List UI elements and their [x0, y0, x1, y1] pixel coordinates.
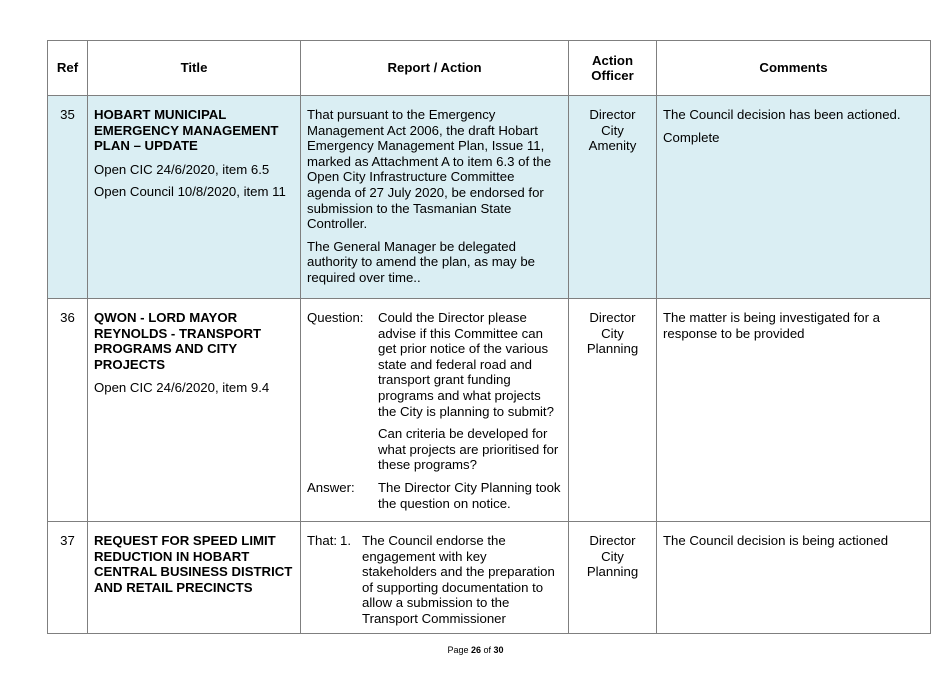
ref-number: 36	[60, 310, 75, 325]
resolution-item	[307, 533, 562, 627]
item-title: QWON - LORD MAYOR REYNOLDS - TRANSPORT PROGRAMS AND CITY PROJECTS	[94, 310, 262, 372]
answer-text: The Director City Planning took the question on notice.	[378, 479, 561, 511]
comment-text: The Council decision is being actioned	[663, 533, 889, 548]
ref-cell	[48, 522, 88, 634]
item-title: REQUEST FOR SPEED LIMIT REDUCTION IN HOBART CENTRAL BUSINESS DISTRICT AND RETAIL PRECINCTS	[94, 533, 293, 595]
action-items-table	[47, 40, 931, 634]
question-block	[307, 310, 562, 419]
comment-text: The Council decision has been actioned.	[663, 107, 901, 122]
report-paragraph: The General Manager be delegated authority to amend the plan, as may be required over time..	[307, 238, 535, 285]
question-label: Question:	[307, 310, 364, 325]
comments-cell	[657, 299, 931, 522]
answer-block	[307, 480, 562, 511]
table-header-row	[48, 41, 931, 96]
ref-number: 37	[60, 533, 75, 548]
comments-cell	[657, 522, 931, 634]
item-reference: Open CIC 24/6/2020, item 6.5	[94, 161, 270, 177]
officer-cell	[569, 299, 657, 522]
resolution-text: The Council endorse the engagement with key stakeholders and the preparation of supporting documentation to allow a submission to the Transport Commissioner	[362, 533, 555, 626]
title-cell	[88, 96, 301, 299]
page-footer	[0, 645, 951, 655]
report-cell	[301, 522, 569, 634]
report-cell	[301, 96, 569, 299]
that-label: That:	[307, 533, 338, 548]
report-paragraph: That pursuant to the Emergency Management Act 2006, the draft Hobart Emergency Management Plan, Issue 11, marked as Attachment A to item 6.3 of the Open City Infrastructure Committee agenda of 27 July 2020, be endorsed for submission to the Tasmanian State Controller.	[307, 107, 552, 232]
item-reference: Open Council 10/8/2020, item 11	[94, 184, 286, 200]
page-prefix: Page	[447, 645, 469, 655]
item-number: 1.	[340, 533, 351, 548]
header-comments: Comments	[657, 41, 931, 96]
officer-cell	[569, 522, 657, 634]
officer-cell	[569, 96, 657, 299]
question-text: Could the Director please advise if this Committee can get prior notice of the various state and federal road and transport grant funding programs and what projects the City is planning to submit?	[378, 310, 554, 419]
action-officer: Director City Amenity	[588, 107, 637, 154]
ref-cell	[48, 299, 88, 522]
header-report: Report / Action	[301, 41, 569, 96]
question-text-continued: Can criteria be developed for what projects are prioritised for these programs?	[378, 426, 559, 473]
action-officer: Director City Planning	[586, 533, 639, 580]
action-officer: Director City Planning	[586, 310, 639, 357]
ref-cell	[48, 96, 88, 299]
ref-number: 35	[60, 107, 75, 122]
item-reference: Open CIC 24/6/2020, item 9.4	[94, 380, 270, 396]
page-of: of	[483, 645, 492, 655]
title-cell	[88, 522, 301, 634]
report-cell	[301, 299, 569, 522]
header-officer: Action Officer	[569, 41, 657, 96]
header-title: Title	[88, 41, 301, 96]
comment-text: The matter is being investigated for a response to be provided	[663, 310, 880, 341]
table-row	[48, 299, 931, 522]
table-row	[48, 96, 931, 299]
answer-label: Answer:	[307, 479, 355, 495]
item-title: HOBART MUNICIPAL EMERGENCY MANAGEMENT PLAN – UPDATE	[94, 107, 279, 154]
header-ref: Ref	[48, 41, 88, 96]
comment-status: Complete	[663, 129, 720, 145]
total-pages: 30	[493, 645, 504, 655]
current-page-number: 26	[470, 645, 481, 655]
comments-cell	[657, 96, 931, 299]
title-cell	[88, 299, 301, 522]
table-row	[48, 522, 931, 634]
